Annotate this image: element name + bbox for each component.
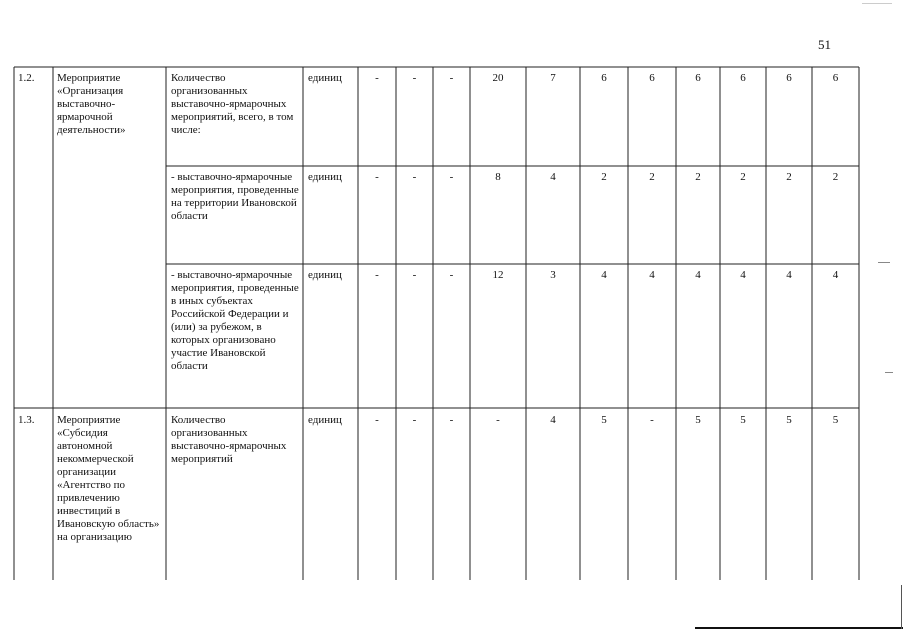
value-cell: - xyxy=(650,414,654,426)
page-number: 51 xyxy=(818,37,831,52)
value-cell: 4 xyxy=(832,269,839,281)
indicator-name: Количество организованных выставочно-ярмарочных мероприятий, всего, в том числе: xyxy=(171,72,294,136)
indicator-name: - выставочно-ярмарочные мероприятия, проведенные на территории Ивановской области xyxy=(171,171,299,222)
value-cell: 5 xyxy=(695,414,701,426)
value-cell: - xyxy=(412,171,417,183)
indicator-name: - выставочно-ярмарочные мероприятия, проведенные в иных субъектах Российской Федерации и (или) за рубежом, в которых организовано участие Ивановской области xyxy=(171,269,299,372)
value-cell: 7 xyxy=(550,72,556,84)
unit-cell: единиц xyxy=(308,171,342,183)
value-cell: 2 xyxy=(832,171,839,183)
unit-cell: единиц xyxy=(308,414,342,426)
value-cell: 4 xyxy=(786,269,792,281)
unit-cell: единиц xyxy=(308,72,342,84)
value-cell: 6 xyxy=(649,72,655,84)
value-cell: 4 xyxy=(649,269,655,281)
value-cell: 3 xyxy=(550,269,556,281)
scan-artifact xyxy=(885,372,893,373)
value-cell: - xyxy=(375,171,379,183)
value-cell: - xyxy=(375,414,379,426)
scan-artifact xyxy=(862,3,892,4)
value-cell: 4 xyxy=(695,269,701,281)
value-cell: 6 xyxy=(695,72,701,84)
value-cell: - xyxy=(412,269,417,281)
value-cell: 4 xyxy=(550,414,556,426)
indicator-name: Количество организованных выставочно-ярмарочных мероприятий xyxy=(171,414,287,465)
value-cell: - xyxy=(412,72,417,84)
event-name: Мероприятие «Организация выставочно-ярмарочной деятельности» xyxy=(57,72,126,136)
row-number: 1.2. xyxy=(18,72,35,84)
value-cell: - xyxy=(412,414,417,426)
value-cell: 2 xyxy=(740,171,746,183)
value-cell: 8 xyxy=(495,171,501,183)
value-cell: 12 xyxy=(492,269,504,281)
value-cell: - xyxy=(449,171,454,183)
value-cell: - xyxy=(449,269,454,281)
row-number: 1.3. xyxy=(18,414,35,426)
right-edge-rule xyxy=(901,585,902,629)
value-cell: 4 xyxy=(601,269,607,281)
event-name: Мероприятие «Субсидия автономной некоммерческой организации «Агентство по привлечению инвестиций в Ивановскую область» на организацию xyxy=(57,414,160,543)
value-cell: - xyxy=(375,72,379,84)
value-cell: 6 xyxy=(832,72,839,84)
value-cell: 6 xyxy=(601,72,607,84)
value-cell: 6 xyxy=(786,72,792,84)
value-cell: 5 xyxy=(601,414,607,426)
value-cell: 20 xyxy=(492,72,504,84)
bottom-rule xyxy=(695,627,903,629)
value-cell: - xyxy=(375,269,379,281)
value-cell: 4 xyxy=(550,171,556,183)
value-cell: 2 xyxy=(649,171,655,183)
scan-artifact xyxy=(878,262,890,263)
value-cell: 2 xyxy=(601,171,607,183)
value-cell: 4 xyxy=(740,269,746,281)
value-cell: - xyxy=(449,414,454,426)
value-cell: - xyxy=(496,414,500,426)
value-cell: - xyxy=(449,72,454,84)
value-cell: 5 xyxy=(832,414,839,426)
value-cell: 2 xyxy=(695,171,701,183)
value-cell: 5 xyxy=(740,414,746,426)
value-cell: 6 xyxy=(740,72,746,84)
unit-cell: единиц xyxy=(308,269,342,281)
value-cell: 5 xyxy=(786,414,792,426)
value-cell: 2 xyxy=(786,171,792,183)
